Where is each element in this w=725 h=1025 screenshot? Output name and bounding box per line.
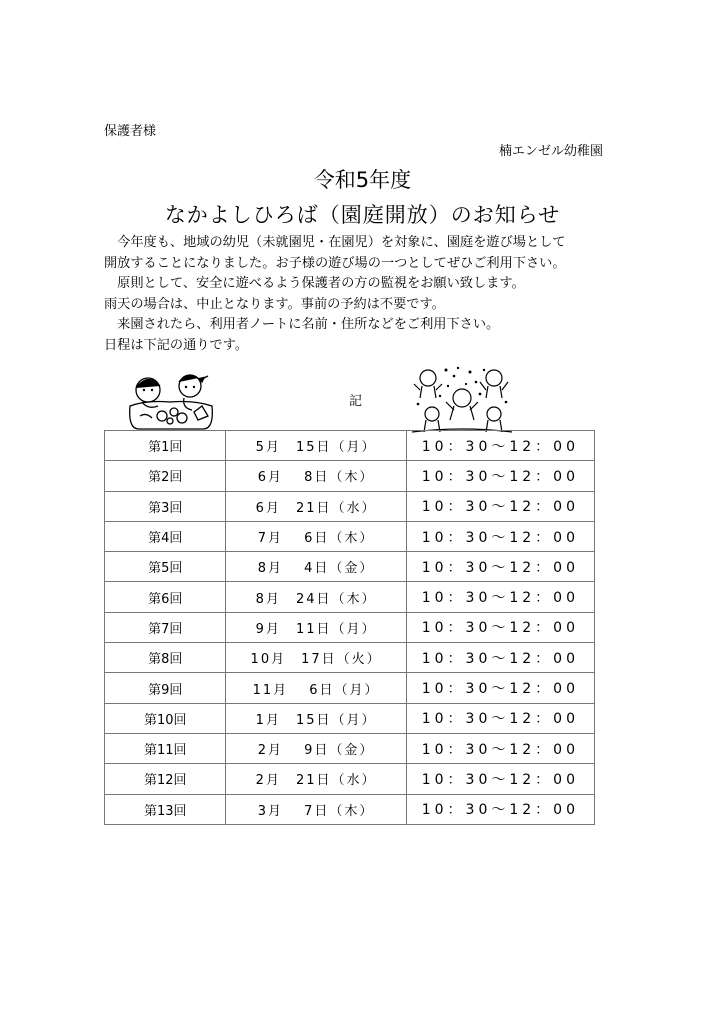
table-row: [105, 461, 595, 491]
session-date: 6月 8日（木）: [226, 461, 406, 491]
session-date: 2月 9日（金）: [226, 733, 406, 763]
session-number: 第9回: [105, 673, 226, 703]
session-date: 10月 17日（火）: [226, 643, 406, 673]
session-number: 第6回: [105, 582, 226, 612]
leaves-children-illustration: [410, 364, 514, 436]
session-number: 第8回: [105, 643, 226, 673]
session-date: 5月 15日（月）: [226, 431, 406, 461]
session-number: 第12回: [105, 764, 226, 794]
session-time: 10：30〜12：00: [406, 794, 594, 824]
body-text: [104, 233, 624, 356]
session-date: 3月 7日（木）: [226, 794, 406, 824]
session-date: 11月 6日（月）: [226, 673, 406, 703]
session-time: 10：30〜12：00: [406, 582, 594, 612]
title-main: なかよしひろば（園庭開放）のお知らせ: [164, 203, 561, 227]
session-number: 第11回: [105, 733, 226, 763]
addressee: 保護者様: [104, 124, 157, 139]
body-line: 雨天の場合は、中止となります。事前の予約は不要です。: [104, 296, 445, 312]
session-time: 10：30〜12：00: [406, 552, 594, 582]
sender-name: 楠エンゼル幼稚園: [498, 144, 603, 159]
session-time: 10：30〜12：00: [406, 612, 594, 642]
table-row: [105, 431, 595, 461]
table-row: [105, 521, 595, 551]
session-time: 10：30〜12：00: [406, 643, 594, 673]
session-time: 10：30〜12：00: [406, 431, 594, 461]
table-row: [105, 794, 595, 824]
title-year: 令和5年度: [313, 168, 412, 192]
session-date: 8月 4日（金）: [226, 552, 406, 582]
session-date: 1月 15日（月）: [226, 703, 406, 733]
session-number: 第1回: [105, 431, 226, 461]
table-row: [105, 703, 595, 733]
session-time: 10：30〜12：00: [406, 461, 594, 491]
table-row: [105, 582, 595, 612]
table-row: [105, 612, 595, 642]
body-line: 今年度も、地域の幼児（未就園児・在園児）を対象に、園庭を遊び場として: [104, 235, 566, 250]
session-number: 第5回: [105, 552, 226, 582]
session-date: 8月 24日（木）: [226, 582, 406, 612]
session-time: 10：30〜12：00: [406, 491, 594, 521]
session-number: 第13回: [105, 794, 226, 824]
body-line: 原則として、安全に遊べるよう保護者の方の監視をお願い致します。: [104, 276, 525, 291]
table-row: [105, 643, 595, 673]
table-row: [105, 673, 595, 703]
session-date: 9月 11日（月）: [226, 612, 406, 642]
schedule-table: [104, 430, 595, 825]
session-time: 10：30〜12：00: [406, 673, 594, 703]
session-date: 2月 21日（水）: [226, 764, 406, 794]
session-number: 第10回: [105, 703, 226, 733]
session-number: 第7回: [105, 612, 226, 642]
session-date: 6月 21日（水）: [226, 491, 406, 521]
session-number: 第3回: [105, 491, 226, 521]
body-line: 来園されたら、利用者ノートに名前・住所などをご利用下さい。: [104, 317, 500, 332]
body-line: 開放することになりました。お子様の遊び場の一つとしてぜひご利用下さい。: [104, 255, 566, 271]
session-time: 10：30〜12：00: [406, 703, 594, 733]
table-row: [105, 552, 595, 582]
session-time: 10：30〜12：00: [406, 733, 594, 763]
body-line: 日程は下記の通りです。: [104, 337, 249, 353]
sandbox-children-illustration: [124, 366, 216, 432]
table-row: [105, 491, 595, 521]
table-row: [105, 764, 595, 794]
session-time: 10：30〜12：00: [406, 521, 594, 551]
session-number: 第4回: [105, 521, 226, 551]
session-time: 10：30〜12：00: [406, 764, 594, 794]
session-date: 7月 6日（木）: [226, 521, 406, 551]
session-number: 第2回: [105, 461, 226, 491]
table-row: [105, 733, 595, 763]
ki-label: 記: [349, 394, 363, 409]
